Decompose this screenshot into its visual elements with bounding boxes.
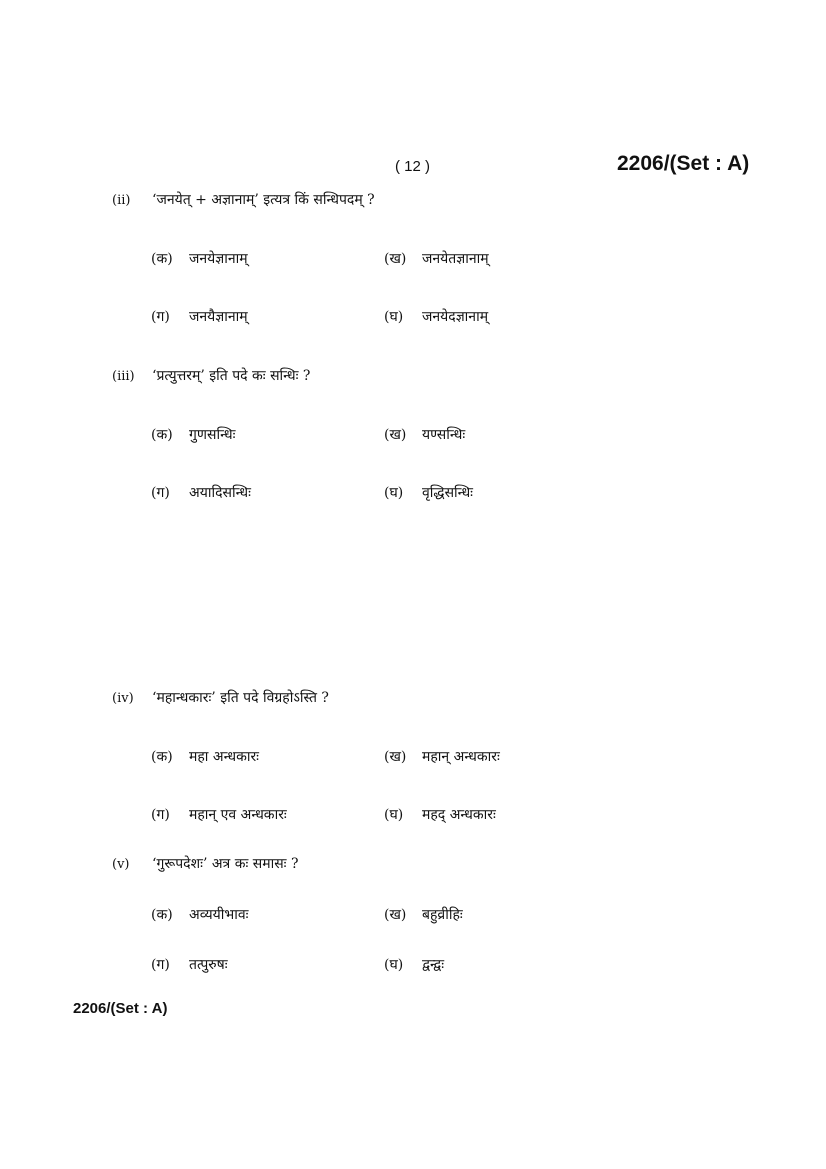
page-number: ( 12 ): [395, 158, 431, 175]
option-text: जनयेज्ञानाम्: [189, 251, 248, 267]
question-text: ‘जनयेत् + अज्ञानाम्’ इत्यत्र किं सन्धिपदम् ?: [152, 192, 375, 208]
option-label: (क): [151, 749, 173, 765]
option-label: (ख): [384, 907, 407, 923]
option-text: महा अन्धकारः: [189, 749, 259, 765]
paper-code-footer: 2206/(Set : A): [73, 1000, 168, 1017]
option-label: (ख): [384, 427, 407, 443]
option-text: जनयेदज्ञानाम्: [422, 309, 489, 325]
option-text: गुणसन्धिः: [189, 427, 236, 443]
option-text: जनयैज्ञानाम्: [189, 309, 248, 325]
question-number: (ii): [112, 193, 131, 208]
option-text: यण्सन्धिः: [422, 427, 466, 443]
question-text: ‘प्रत्युत्तरम्’ इति पदे कः सन्धिः ?: [152, 368, 311, 384]
option-label: (घ): [384, 309, 404, 325]
option-label: (ख): [384, 251, 407, 267]
option-label: (घ): [384, 485, 404, 501]
option-text: महद् अन्धकारः: [422, 807, 496, 823]
option-label: (क): [151, 427, 173, 443]
question-number: (iv): [112, 691, 134, 706]
paper-code-header: 2206/(Set : A): [617, 152, 750, 175]
option-label: (ग): [151, 807, 170, 823]
option-text: महान् एव अन्धकारः: [189, 807, 287, 823]
option-text: बहुव्रीहिः: [422, 907, 463, 923]
option-label: (ग): [151, 309, 170, 325]
option-label: (क): [151, 907, 173, 923]
option-label: (घ): [384, 807, 404, 823]
option-label: (ग): [151, 957, 170, 973]
option-label: (क): [151, 251, 173, 267]
option-label: (घ): [384, 957, 404, 973]
option-text: द्वन्द्वः: [422, 957, 445, 973]
option-text: महान् अन्धकारः: [422, 749, 500, 765]
option-text: वृद्धिसन्धिः: [422, 485, 474, 501]
option-label: (ख): [384, 749, 407, 765]
question-text: ‘गुरूपदेशः’ अत्र कः समासः ?: [152, 856, 299, 872]
option-label: (ग): [151, 485, 170, 501]
option-text: अयादिसन्धिः: [189, 485, 251, 501]
option-text: अव्ययीभावः: [189, 907, 249, 923]
option-text: तत्पुरुषः: [189, 957, 228, 973]
question-text: ‘महान्धकारः’ इति पदे विग्रहोऽस्ति ?: [152, 690, 329, 706]
option-text: जनयेतज्ञानाम्: [422, 251, 489, 267]
question-number: (v): [112, 857, 130, 872]
question-number: (iii): [112, 369, 135, 384]
